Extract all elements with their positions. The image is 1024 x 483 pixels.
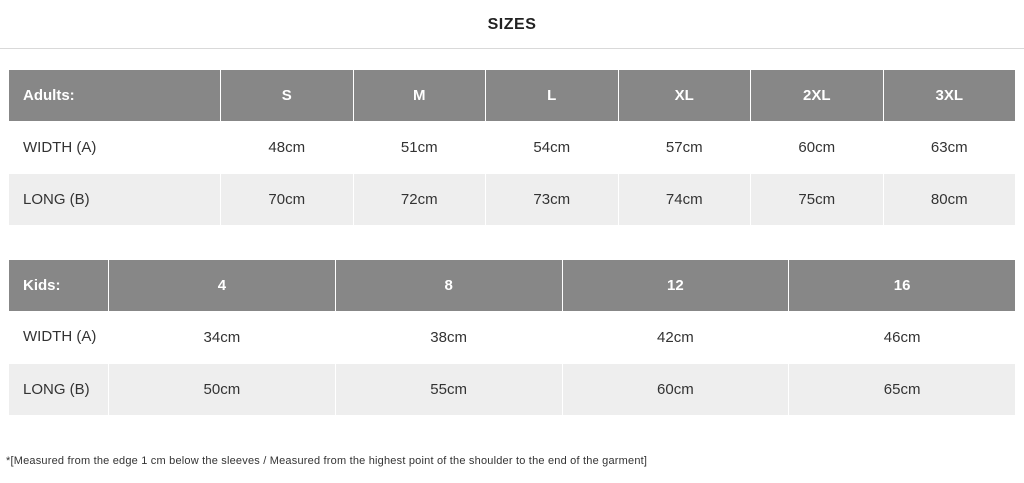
adults-col-header-xl: XL: [618, 70, 751, 122]
page-title: SIZES: [487, 16, 537, 33]
kids-long-label: LONG (B): [9, 364, 109, 416]
adults-long-label: LONG (B): [9, 174, 221, 226]
kids-long-12: 60cm: [562, 364, 789, 416]
adults-table-wrapper: [0, 69, 1024, 226]
adults-long-xl: 74cm: [618, 174, 751, 226]
kids-long-16: 65cm: [789, 364, 1016, 416]
adults-long-3xl: 80cm: [883, 174, 1016, 226]
measurement-footnote: *[Measured from the edge 1 cm below the sleeves / Measured from the highest point of the shoulder to the end of the garment]: [6, 455, 648, 467]
adults-long-l: 73cm: [486, 174, 619, 226]
kids-width-12: 42cm: [562, 312, 789, 364]
adults-width-xl: 57cm: [618, 122, 751, 174]
title-divider: [0, 48, 1024, 49]
adults-table-head: [9, 70, 1016, 122]
adults-col-header-2xl: 2XL: [751, 70, 884, 122]
adults-width-m: 51cm: [353, 122, 486, 174]
adults-width-l: 54cm: [486, 122, 619, 174]
adults-long-2xl: 75cm: [751, 174, 884, 226]
adults-col-header-3xl: 3XL: [883, 70, 1016, 122]
kids-table-head: [9, 260, 1016, 312]
kids-size-table: [8, 259, 1016, 416]
table-row: [9, 260, 1016, 312]
kids-long-4: 50cm: [109, 364, 336, 416]
adults-col-header-m: M: [353, 70, 486, 122]
adults-long-m: 72cm: [353, 174, 486, 226]
adults-col-header-s: S: [221, 70, 354, 122]
table-row: [9, 174, 1016, 226]
kids-col-header-12: 12: [562, 260, 789, 312]
kids-col-header-8: 8: [335, 260, 562, 312]
kids-width-16: 46cm: [789, 312, 1016, 364]
kids-width-8: 38cm: [335, 312, 562, 364]
adults-row-header: Adults:: [9, 70, 221, 122]
adults-size-table: [8, 69, 1016, 226]
adults-col-header-l: L: [486, 70, 619, 122]
adults-width-3xl: 63cm: [883, 122, 1016, 174]
table-row: [9, 70, 1016, 122]
kids-table-wrapper: [0, 259, 1024, 416]
adults-width-2xl: 60cm: [751, 122, 884, 174]
kids-width-4: 34cm: [109, 312, 336, 364]
kids-table-body: [9, 312, 1016, 416]
kids-col-header-4: 4: [109, 260, 336, 312]
table-row: [9, 122, 1016, 174]
adults-width-label: WIDTH (A): [9, 122, 221, 174]
kids-width-label: WIDTH (A): [9, 312, 109, 364]
kids-long-8: 55cm: [335, 364, 562, 416]
adults-long-s: 70cm: [221, 174, 354, 226]
table-row: [9, 312, 1016, 364]
kids-row-header: Kids:: [9, 260, 109, 312]
table-row: [9, 364, 1016, 416]
adults-table-body: [9, 122, 1016, 226]
kids-col-header-16: 16: [789, 260, 1016, 312]
adults-width-s: 48cm: [221, 122, 354, 174]
